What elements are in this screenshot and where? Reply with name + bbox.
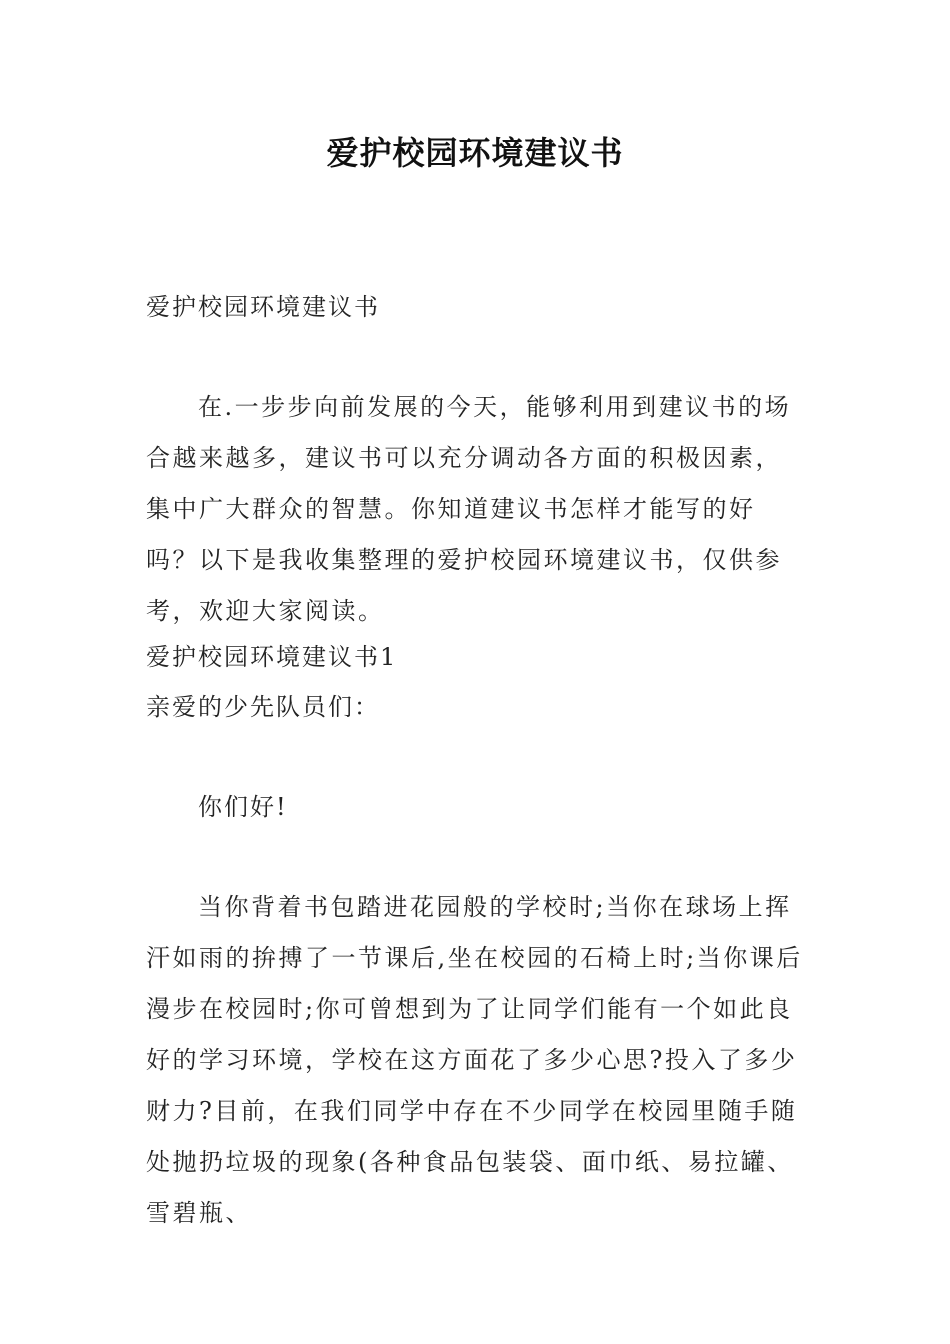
greeting: 你们好!	[198, 793, 288, 821]
document-subtitle: 爱护校园环境建议书	[146, 293, 380, 321]
document-title: 爱护校园环境建议书	[326, 134, 624, 172]
body-paragraph: 当你背着书包踏进花园般的学校时;当你在球场上挥汗如雨的拚搏了一节课后,坐在校园的石椅上时;当你课后漫步在校园时;你可曾想到为了让同学们能有一个如此良好的学习环境，学校在这方面花了多少心思?投入了多少财力?目前，在我们同学中存在不少同学在校园里随手随处抛扔垃圾的现象(各种食品包装袋、面巾纸、易拉罐、雪碧瓶、	[146, 893, 803, 1227]
section-heading: 爱护校园环境建议书1	[146, 643, 398, 671]
salutation: 亲爱的少先队员们：	[146, 693, 380, 721]
intro-paragraph: 在.一步步向前发展的今天，能够利用到建议书的场合越来越多，建议书可以充分调动各方面的积极因素，集中广大群众的智慧。你知道建议书怎样才能写的好吗？以下是我收集整理的爱护校园环境建议书，仅供参考，欢迎大家阅读。	[146, 393, 792, 625]
